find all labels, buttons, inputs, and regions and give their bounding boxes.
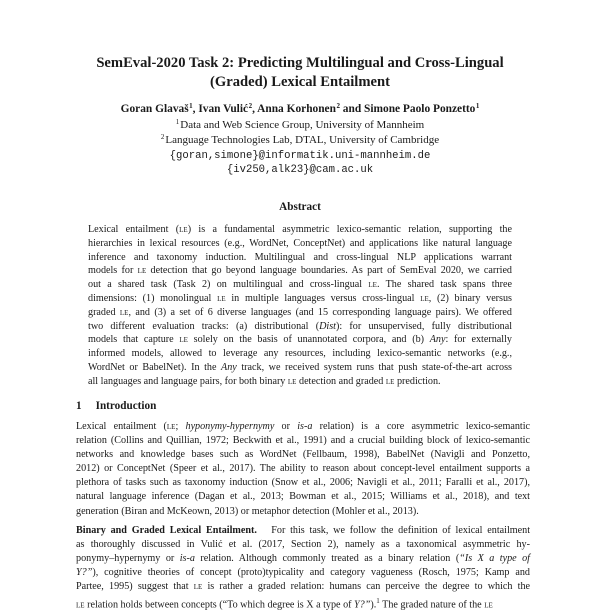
section-number: 1 <box>76 400 82 412</box>
abstract-line: models that capture le solely on the basis of unannotated corpora, and (b) Any: for externally <box>88 334 512 346</box>
abstract-line: Lexical entailment (le) is a fundamental asymmetric lexico-semantic relation, supporting the <box>88 224 512 235</box>
body-line-text: The graded nature of the le <box>382 599 493 611</box>
title-line-1: SemEval-2020 Task 2: Predicting Multilingual and Cross-Lingual <box>96 55 504 71</box>
abstract-line: all languages and language pairs, for both binary le detection and graded le prediction. <box>88 375 441 387</box>
affiliation-mark: 1 <box>175 118 180 126</box>
body-line: generation (Biran and McKeown, 2013) or metaphor detection (Mohler et al., 2013). <box>76 505 419 517</box>
body-line: as thoroughly discussed in Vulić et al. (2017, Section 2), namely as a taxonomical asymmetric hy- <box>76 539 530 551</box>
body-line: natural language inference (Dagan et al., 2013; Bowman et al., 2015; Williams et al., 2018), and text <box>76 491 530 503</box>
abstract-heading: Abstract <box>279 201 321 213</box>
author-separator: , <box>192 103 199 115</box>
affiliation-text: Language Technologies Lab, DTAL, University of Cambridge <box>165 134 440 146</box>
body-line-text: le relation holds between concepts (“To which degree is X a type of Y?”). <box>76 599 377 611</box>
abstract-line: WordNet or BabelNet). In the Any track, we received system runs that push state-of-the-art across <box>88 361 512 373</box>
body-line: plethora of tasks such as taxonomy induction (Snow et al., 2006; Navigli et al., 2011; Faralli et al., 2017), <box>76 477 530 489</box>
abstract-line: models for le detection that go beyond language boundaries. As part of SemEval 2020, we carried <box>88 265 512 277</box>
body-line <box>76 594 530 612</box>
affiliation-mark: 2 <box>160 133 165 141</box>
section-title: Introduction <box>95 400 157 412</box>
body-line <box>76 524 530 538</box>
email-2: {iv250,alk23}@cam.ac.uk <box>226 164 374 176</box>
abstract-line: graded le, and (3) a set of 6 diverse languages (and 15 corresponding language pairs). We offered <box>88 306 512 318</box>
section-heading <box>76 400 156 412</box>
body-line: 2012) or ConceptNet (Speer et al., 2017). The ability to reason about concept-level entailment supports a <box>76 463 530 475</box>
abstract-line: two different evaluation tracks: (a) distributional (Dist): for unsupervised, fully distributional <box>88 320 513 332</box>
body-line: Partee, 1995) suggest that le is rather a graded relation: humans can perceive the degree to which the <box>76 581 530 593</box>
affiliation-2 <box>60 130 540 147</box>
body-line-text: For this task, we follow the definition of lexical entailment <box>271 525 531 536</box>
abstract-line: hierarchies in lexical resources (e.g., WordNet, ConceptNet) and applications like natural language <box>88 237 512 249</box>
author-name: Simone Paolo Ponzetto <box>364 103 476 115</box>
author-affiliation-mark: 2 <box>248 102 253 110</box>
affiliation-text: Data and Web Science Group, University of Mannheim <box>180 119 425 131</box>
abstract-line: out a shared task (Task 2) on multilingual and cross-lingual le. The shared task spans three <box>88 279 512 291</box>
author-name: Ivan Vulić <box>198 103 249 115</box>
paper-title <box>60 54 540 92</box>
author-separator: and <box>339 103 365 115</box>
body-line: relation (Collins and Quillian, 1972; Beckwith et al., 1991) and a crucial building block of lexico-semantic <box>76 435 530 447</box>
footnote-mark: 1 <box>376 597 380 606</box>
author-name: Goran Glavaš <box>120 103 189 115</box>
author-name: Anna Korhonen <box>257 103 336 115</box>
intro-paragraph <box>76 420 530 519</box>
abstract-line: informed models, allowed to leverage any resources, including lexico-semantic networks (e.g., <box>88 348 512 360</box>
graded-le-paragraph <box>76 524 530 613</box>
body-line: Lexical entailment (le; hyponymy-hypernymy or is-a relation) is a core asymmetric lexico-semantic <box>76 421 530 432</box>
body-line: ponymy–hypernymy or is-a relation. Although commonly treated as a binary relation (“Is X a type of <box>76 553 530 565</box>
abstract-body <box>88 223 512 389</box>
paragraph-lead: Binary and Graded Lexical Entailment. <box>76 525 257 536</box>
author-affiliation-mark: 2 <box>336 102 340 110</box>
title-line-2: (Graded) Lexical Entailment <box>210 74 390 90</box>
author-affiliation-mark: 1 <box>189 102 193 110</box>
author-affiliation-mark: 1 <box>475 102 480 110</box>
email-1: {goran,simone}@informatik.uni-mannheim.de <box>169 150 431 162</box>
author-list <box>60 99 540 116</box>
author-separator: , <box>252 103 258 115</box>
body-line: Y?”), cognitive theories of concept (proto)typicality and category vagueness (Rosch, 1975; Kamp and <box>76 567 530 579</box>
abstract-line: inference and taxonomy induction. Multilingual and cross-lingual NLP applications warrant <box>88 251 512 263</box>
abstract-line: dimensions: (1) monolingual le in multiple languages versus cross-lingual le, (2) binary versus <box>88 292 513 304</box>
body-line: networks and knowledge bases such as WordNet (Fellbaum, 1998), BabelNet (Navigli and Ponzetto, <box>76 449 530 461</box>
